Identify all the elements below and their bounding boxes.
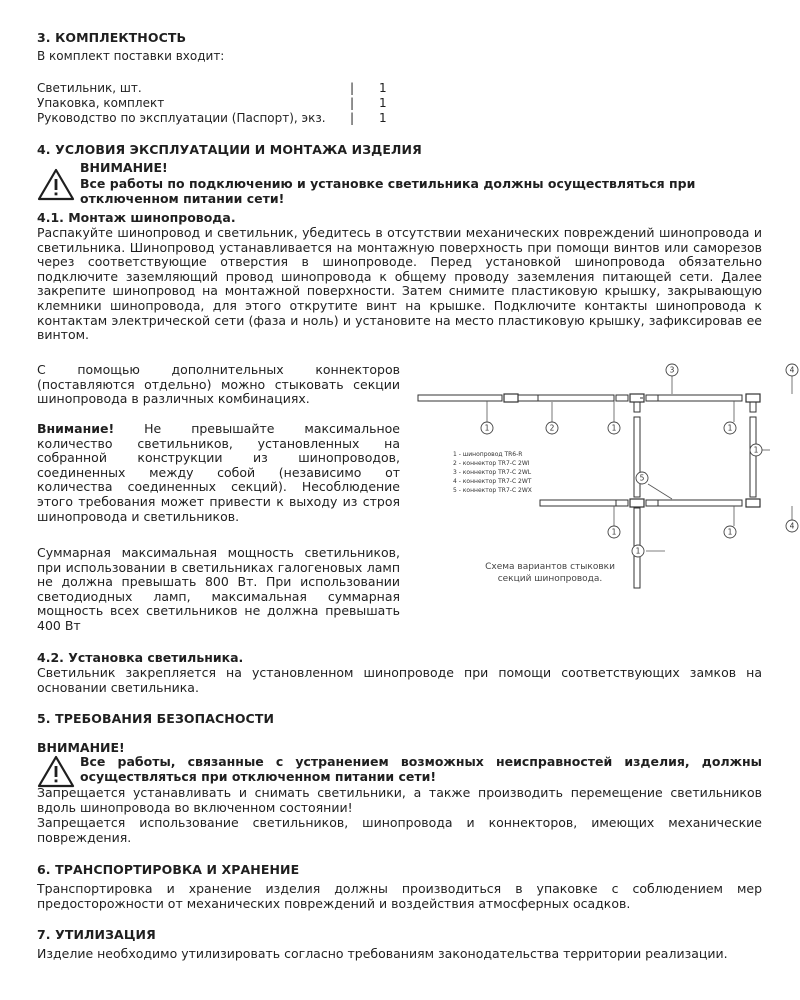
- attention-label: Внимание!: [37, 421, 115, 436]
- section-7-title: 7. УТИЛИЗАЦИЯ: [37, 927, 156, 942]
- track-segment: [616, 500, 628, 506]
- marker-label: 5: [639, 473, 645, 483]
- marker-label: 1: [611, 423, 617, 433]
- warning-triangle-icon: [37, 755, 75, 788]
- section-3-title: 3. КОМПЛЕКТНОСТЬ: [37, 30, 187, 45]
- section-5-title: 5. ТРЕБОВАНИЯ БЕЗОПАСНОСТИ: [37, 711, 275, 726]
- kit-item: [37, 81, 397, 96]
- kit-item: [37, 96, 397, 111]
- section-5-warning-text: Все работы, связанные с устранением возможных неисправностей изделия, должны осуществляться при отключенном питании сети!: [80, 754, 762, 784]
- section-4-title: 4. УСЛОВИЯ ЭКСПЛУАТАЦИИ И МОНТАЖА ИЗДЕЛИЯ: [37, 142, 422, 157]
- marker-label: 1: [727, 527, 733, 537]
- section-6-title: 6. ТРАНСПОРТИРОВКА И ХРАНЕНИЕ: [37, 862, 300, 877]
- kit-item-label: Светильник, шт.: [37, 81, 142, 95]
- marker-label: 1: [727, 423, 733, 433]
- connector-2wx: [630, 499, 644, 507]
- track-segment: [658, 395, 742, 401]
- marker-label: 2: [549, 423, 555, 433]
- track-segment: [616, 395, 628, 401]
- kit-item-qty: 1: [379, 111, 387, 125]
- legend-item: 3 - коннектор TR7-C 2WL: [453, 469, 532, 476]
- track-segment: [646, 395, 658, 401]
- marker-label: 3: [669, 365, 675, 375]
- connectors-text: С помощью дополнительных коннекторов (поставляются отдельно) можно стыковать секции шинопровода в различных комбинациях.: [37, 362, 400, 407]
- track-segment: [634, 402, 640, 412]
- kit-item-label: Упаковка, комплект: [37, 96, 165, 110]
- marker-label: 1: [635, 546, 641, 556]
- section-7-text: Изделие необходимо утилизировать согласно требованиям законодательства территории реализации.: [37, 946, 728, 961]
- kit-item-label: Руководство по эксплуатации (Паспорт), экз.: [37, 111, 326, 125]
- section-5-warning-title: ВНИМАНИЕ!: [37, 740, 125, 755]
- legend-item: 5 - коннектор TR7-C 2WX: [453, 487, 532, 494]
- legend-item: 2 - коннектор TR7-C 2WI: [453, 460, 530, 467]
- kit-item-separator: |: [350, 96, 355, 110]
- busbar-connection-diagram: [410, 358, 795, 598]
- attention-paragraph: [37, 422, 400, 524]
- track-segment: [540, 500, 616, 506]
- warning-triangle-icon: [37, 168, 75, 201]
- attention-text: Не превышайте максимальное количество светильников, установленных на собранной конструкции из шинопроводов, соединенных между собой (независимо от количества соединенных секций). Несоблюдение этого требования может привести к выходу из строя шинопровода и светильников.: [37, 421, 400, 524]
- section-5-paragraph-2: Запрещается использование светильников, шинопровода и коннекторов, имеющих механические повреждения.: [37, 815, 762, 845]
- track-segment: [646, 500, 658, 506]
- track-segment: [750, 402, 756, 412]
- section-3-intro: В комплект поставки входит:: [37, 49, 225, 63]
- diagram-caption: секций шинопровода.: [497, 574, 603, 584]
- marker-label: 4: [789, 521, 795, 531]
- kit-item-separator: |: [350, 111, 355, 125]
- subsection-4-1-title: 4.1. Монтаж шинопровода.: [37, 210, 236, 225]
- section-4-warning-title: ВНИМАНИЕ!: [80, 160, 168, 175]
- subsection-4-2-text: Светильник закрепляется на установленном шинопроводе при помощи соответствующих замков на основании светильника.: [37, 665, 762, 695]
- subsection-4-2-title: 4.2. Установка светильника.: [37, 650, 244, 665]
- legend-item: 1 - шинопровод TR6-R: [453, 451, 523, 458]
- max-power-text: Суммарная максимальная мощность светильников, при использовании в светильниках галогеновых ламп не должна превышать 800 Вт. При использовании светодиодных ламп, максимальная суммарная мощность всех светильников не должна превышать 400 Вт: [37, 545, 400, 633]
- track-segment: [518, 395, 538, 401]
- subsection-4-1-text: Распакуйте шинопровод и светильник, убедитесь в отсутствии механических повреждений шинопровода и светильника. Шинопровод устанавливается на монтажную поверхность при помощи винтов или саморезов через соответствующие отверстия в шинопроводе. Перед установкой шинопровода обязательно подключите заземляющий провод шинопровода к общему проводу заземления питающей сети. Далее закрепите шинопровод на монтажной поверхности. Затем снимите пластиковую крышку, закрывающую клемники шинопровода, для этого открутите винт на крышке. Подключите контакты шинопровода к контактам электрической сети (фаза и ноль) и установите на место пластиковую крышку, зафиксировав ее винтом.: [37, 225, 762, 343]
- connector-2wi: [504, 394, 518, 402]
- diagram-caption: Схема вариантов стыковки: [485, 562, 615, 572]
- section-4-warning-text: Все работы по подключению и установке светильника должны осуществляться при отключенном питании сети!: [80, 176, 696, 206]
- marker-label: 1: [484, 423, 490, 433]
- kit-item-qty: 1: [379, 96, 387, 110]
- track-segment: [418, 395, 502, 401]
- marker-label: 1: [611, 527, 617, 537]
- legend-item: 4 - коннектор TR7-C 2WT: [453, 478, 532, 485]
- section-6-text: Транспортировка и хранение изделия должны производиться в упаковке с соблюдением мер предосторожности от механических повреждений и воздействия атмосферных осадков.: [37, 881, 762, 911]
- kit-item-qty: 1: [379, 81, 387, 95]
- connector-2wl: [746, 499, 760, 507]
- marker-label: 1: [753, 445, 759, 455]
- section-5-paragraph-1: Запрещается устанавливать и снимать светильники, а также производить перемещение светильников вдоль шинопровода во включенном состоянии!: [37, 785, 762, 815]
- connector-2wl: [746, 394, 760, 402]
- track-segment: [634, 417, 640, 497]
- track-segment: [538, 395, 614, 401]
- track-segment: [658, 500, 742, 506]
- marker-label: 4: [789, 365, 795, 375]
- track-segment: [750, 417, 756, 497]
- kit-item: [37, 111, 397, 126]
- kit-item-separator: |: [350, 81, 355, 95]
